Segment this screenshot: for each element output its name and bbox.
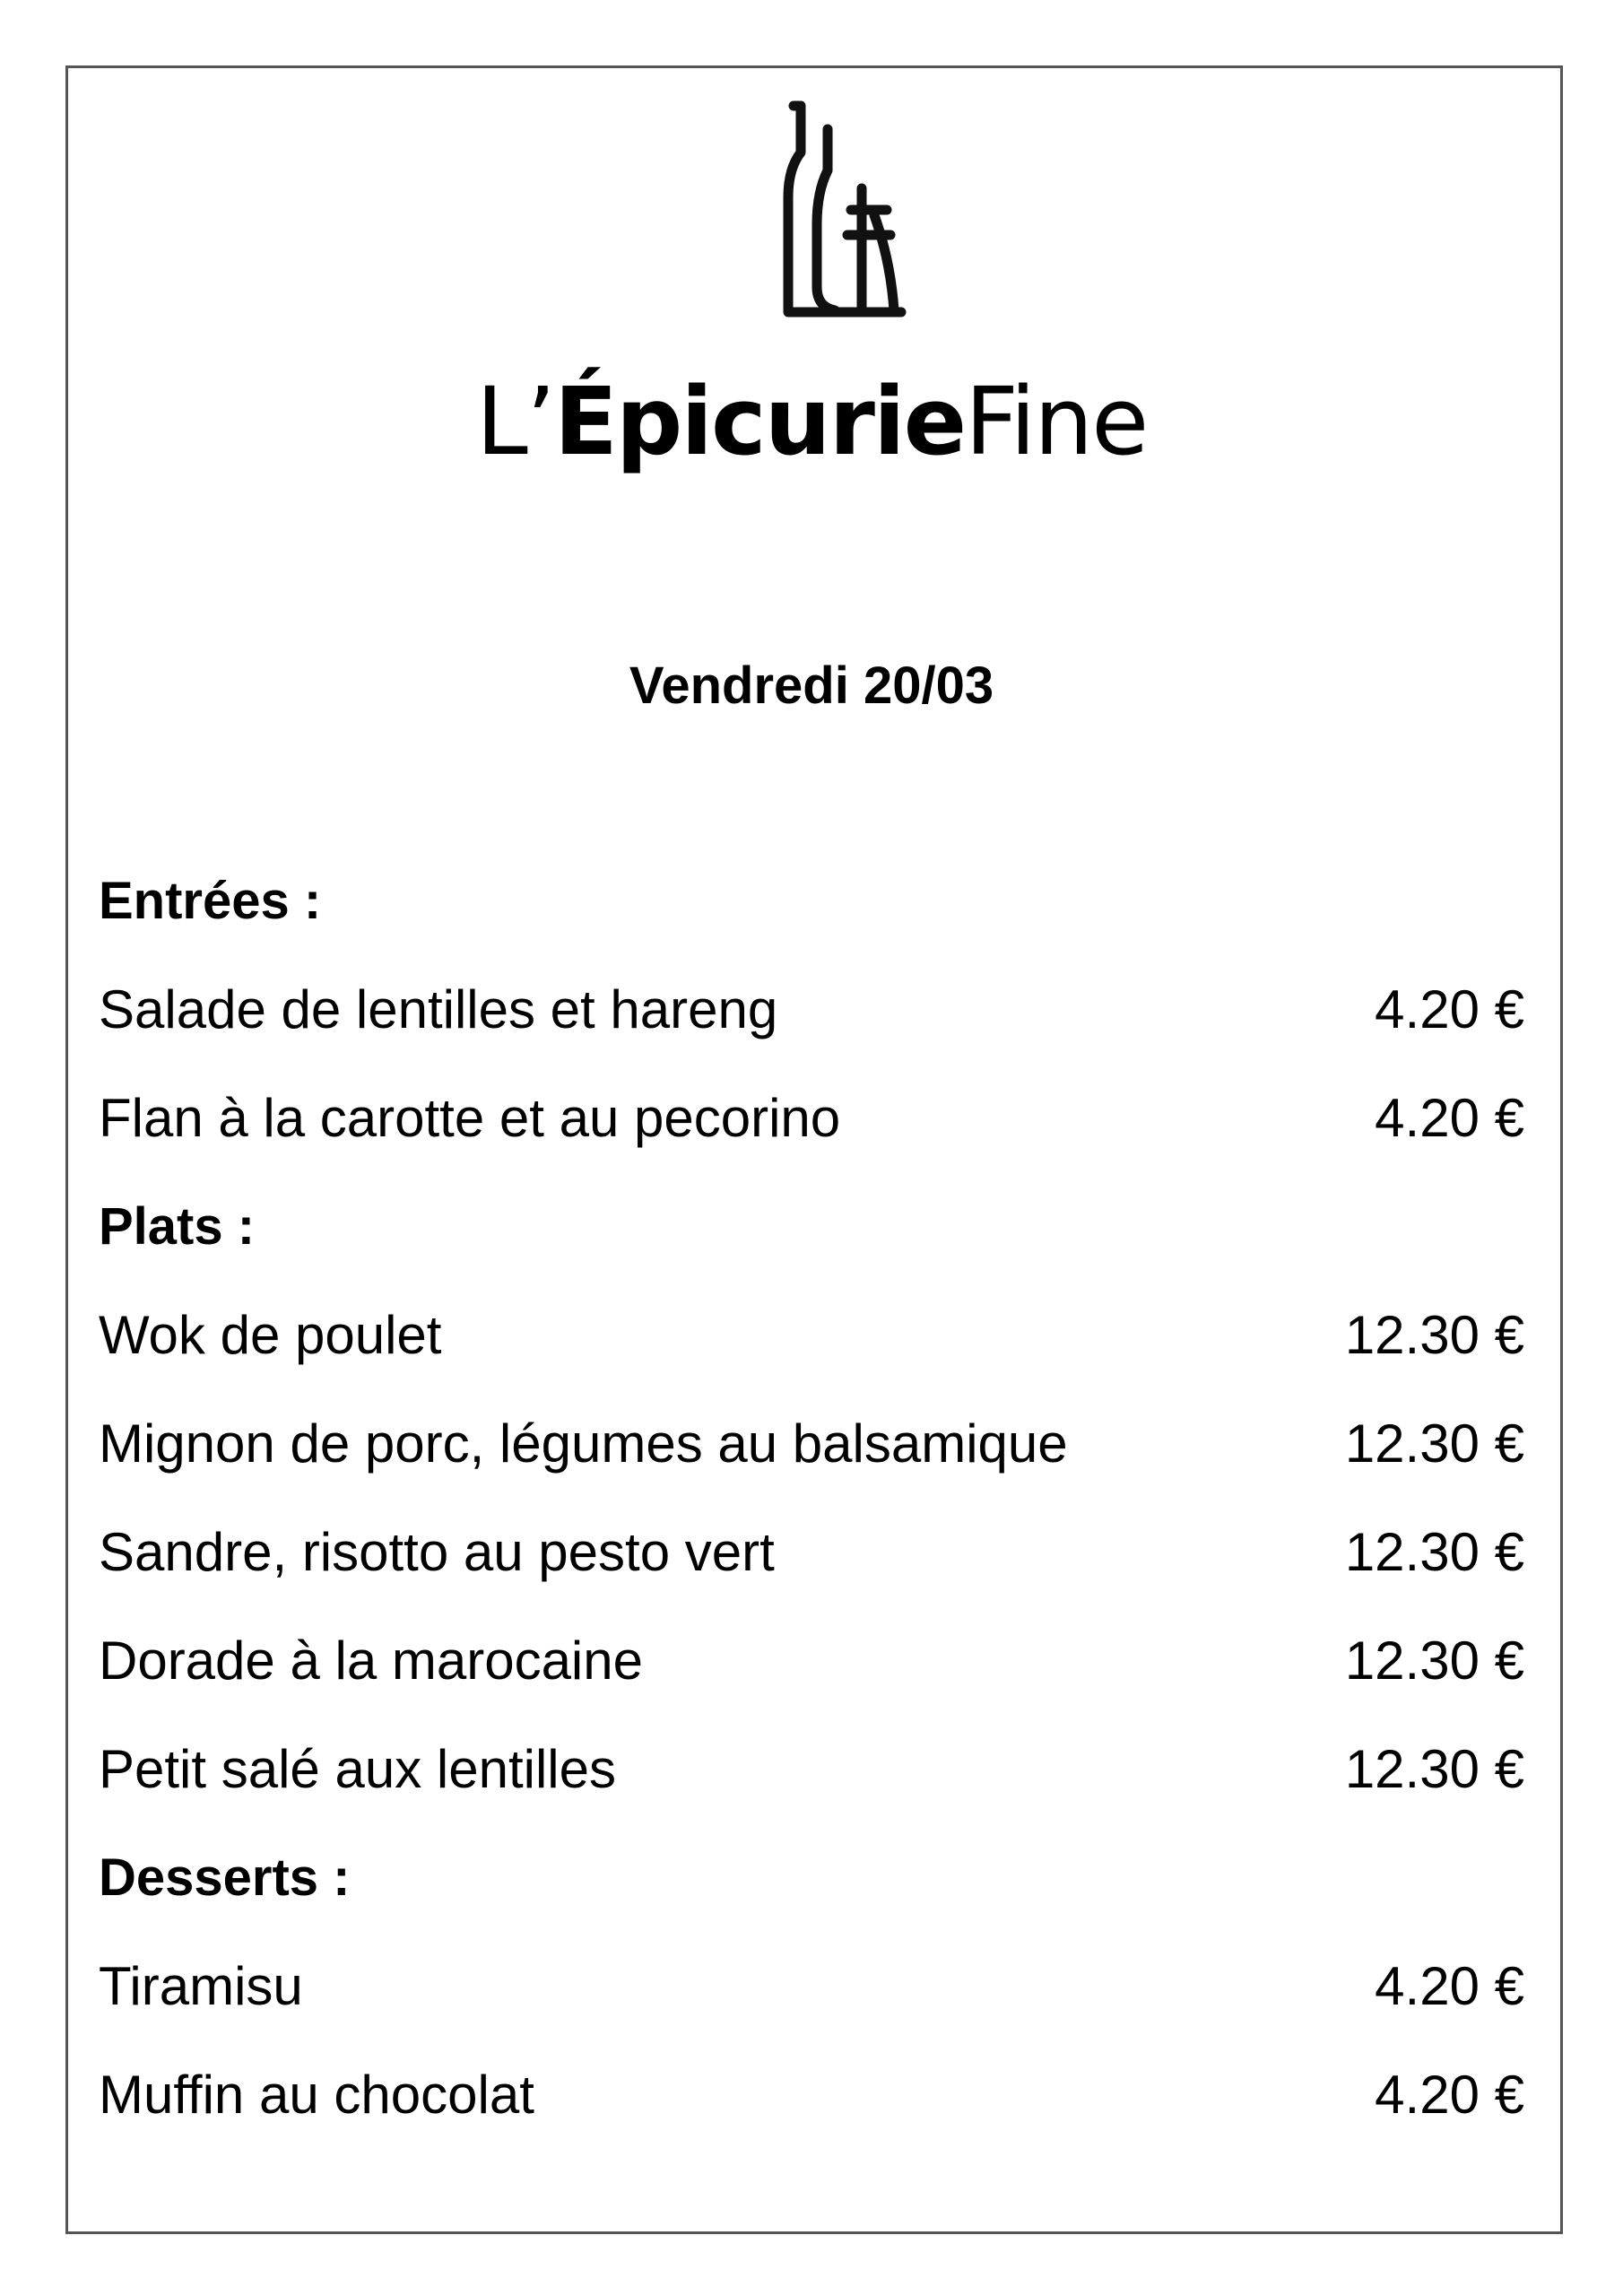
section-title: Entrées : [99, 872, 322, 930]
dish-price: 12.30 € [1344, 1305, 1524, 1365]
menu-item [99, 1300, 1524, 1408]
brand-logo-text [0, 359, 1623, 484]
dish-name: Wok de poulet [99, 1305, 442, 1365]
brand-prefix: L’ [475, 367, 554, 476]
section-title: Desserts : [99, 1848, 351, 1907]
menu-item [99, 1625, 1524, 1734]
menu-item [99, 974, 1524, 1083]
dish-name: Sandre, risotto au pesto vert [99, 1522, 775, 1582]
menu-item [99, 1734, 1524, 1842]
dish-name: Petit salé aux lentilles [99, 1739, 616, 1799]
menu-item [99, 1951, 1524, 2059]
section-title: Plats : [99, 1197, 256, 1256]
dish-name: Muffin au chocolat [99, 2065, 534, 2125]
menu-item [99, 1083, 1524, 1191]
dish-name: Salade de lentilles et hareng [99, 979, 778, 1039]
dish-price: 12.30 € [1344, 1413, 1524, 1474]
dish-name: Dorade à la marocaine [99, 1631, 644, 1691]
section-header-plats [99, 1191, 1524, 1300]
dish-price: 4.20 € [1375, 2065, 1524, 2125]
dish-price: 4.20 € [1375, 1088, 1524, 1148]
dish-price: 12.30 € [1344, 1631, 1524, 1691]
dish-price: 4.20 € [1375, 1956, 1524, 2016]
bottle-and-glass-icon [776, 99, 919, 323]
menu-item [99, 1517, 1524, 1625]
dish-name: Flan à la carotte et au pecorino [99, 1088, 841, 1148]
dish-name: Tiramisu [99, 1956, 303, 2016]
dish-name: Mignon de porc, légumes au balsamique [99, 1413, 1068, 1474]
dish-price: 4.20 € [1375, 979, 1524, 1039]
section-header-entrees [99, 865, 1524, 974]
brand-suffix: Fine [965, 367, 1148, 476]
dish-price: 12.30 € [1344, 1739, 1524, 1799]
section-header-desserts [99, 1842, 1524, 1951]
dish-price: 12.30 € [1344, 1522, 1524, 1582]
menu-date: Vendredi 20/03 [629, 657, 994, 715]
brand-main: Épicurie [553, 367, 966, 476]
menu-list [99, 865, 1524, 2168]
menu-item [99, 1408, 1524, 1517]
menu-item [99, 2059, 1524, 2168]
